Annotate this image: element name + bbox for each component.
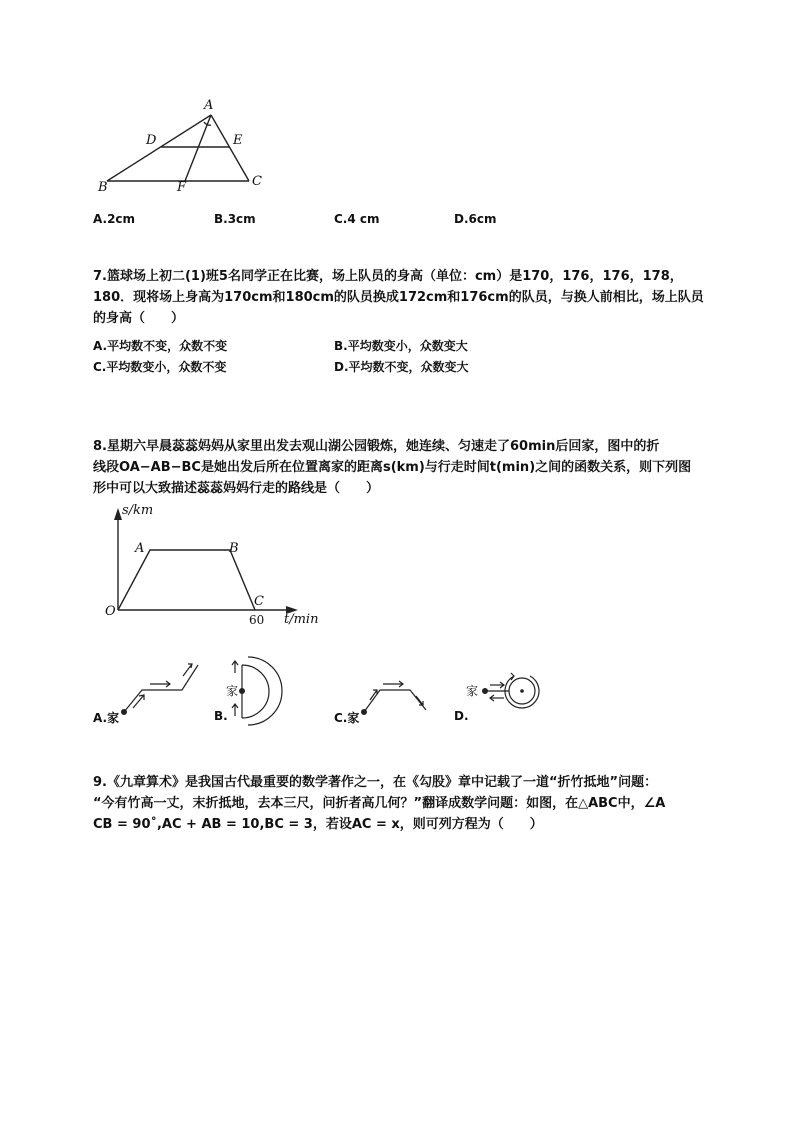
x-tick-60: 60 (249, 613, 265, 627)
q7-line-1: 7.篮球场上初二(1)班5名同学正在比赛，场上队员的身高（单位：cm）是170，176，176，178， (93, 269, 683, 284)
point-c-label: C (254, 594, 264, 609)
q8-option-c-letter: C. (334, 711, 348, 725)
home-label-a: 家 (107, 711, 120, 725)
q8-option-b[interactable] (214, 709, 228, 723)
q8-option-a[interactable] (93, 709, 119, 726)
q7-option-c[interactable]: C.平均数变小，众数不变 (93, 360, 227, 374)
point-b-label: B (229, 541, 239, 556)
q9-line-2: “今有竹高一丈，末折抵地，去本三尺，问折者高几何？”翻译成数学问题：如图，在△ABC中，∠A (93, 796, 666, 811)
q6-option-d[interactable]: D.6cm (454, 212, 497, 226)
y-axis-label: s/km (122, 503, 154, 518)
q8-line-2: 线段OA−AB−BC是她出发后所在位置离家的距离s(km)与行走时间t(min)之间的函数关系，则下列图 (93, 460, 692, 475)
label-e: E (233, 133, 243, 148)
label-f: F (177, 180, 187, 195)
q7-line-2: 180．现将场上身高为170cm和180cm的队员换成172cm和176cm的队员，与换人前相比，场上队员 (93, 290, 704, 305)
label-c: C (252, 174, 262, 189)
label-b: B (98, 180, 108, 195)
q8-line-3: 形中可以大致描述蕊蕊妈妈行走的路线是（ ） (93, 481, 380, 496)
q6-option-b[interactable]: B.3cm (214, 212, 256, 226)
q8-option-d-letter: D. (454, 709, 469, 723)
q7-option-a[interactable]: A.平均数不变，众数不变 (93, 339, 228, 353)
q7-line-3: 的身高（ ） (93, 311, 185, 326)
label-a: A (204, 98, 214, 113)
q7-option-b[interactable]: B.平均数变小，众数变大 (334, 339, 468, 353)
q9-line-1: 9.《九章算术》是我国古代最重要的数学著作之一，在《勾股》章中记载了一道“折竹抵地”问题： (93, 775, 658, 790)
q8-option-b-letter: B. (214, 709, 228, 723)
label-d: D (146, 133, 157, 148)
home-label-c: 家 (347, 711, 360, 725)
q6-option-a[interactable]: A.2cm (93, 212, 136, 226)
q8-option-a-letter: A. (93, 711, 108, 725)
home-label-b: 家 (226, 684, 239, 698)
x-axis-label: t/min (284, 612, 319, 627)
q6-option-c[interactable]: C.4 cm (334, 212, 380, 226)
q8-line-1: 8.星期六早晨蕊蕊妈妈从家里出发去观山湖公园锻炼，她连续、匀速走了60min后回家，图中的折 (93, 439, 660, 454)
home-label-d: 家 (466, 684, 479, 698)
q8-option-c[interactable] (334, 709, 359, 726)
point-a-label: A (135, 541, 145, 556)
q8-option-d[interactable] (454, 709, 469, 723)
q7-option-d[interactable]: D.平均数不变，众数变大 (334, 360, 469, 374)
q9-line-3: CB = 90˚,AC + AB = 10,BC = 3，若设AC = x，则可列方程为（ ） (93, 817, 543, 832)
origin-label: O (105, 604, 116, 619)
